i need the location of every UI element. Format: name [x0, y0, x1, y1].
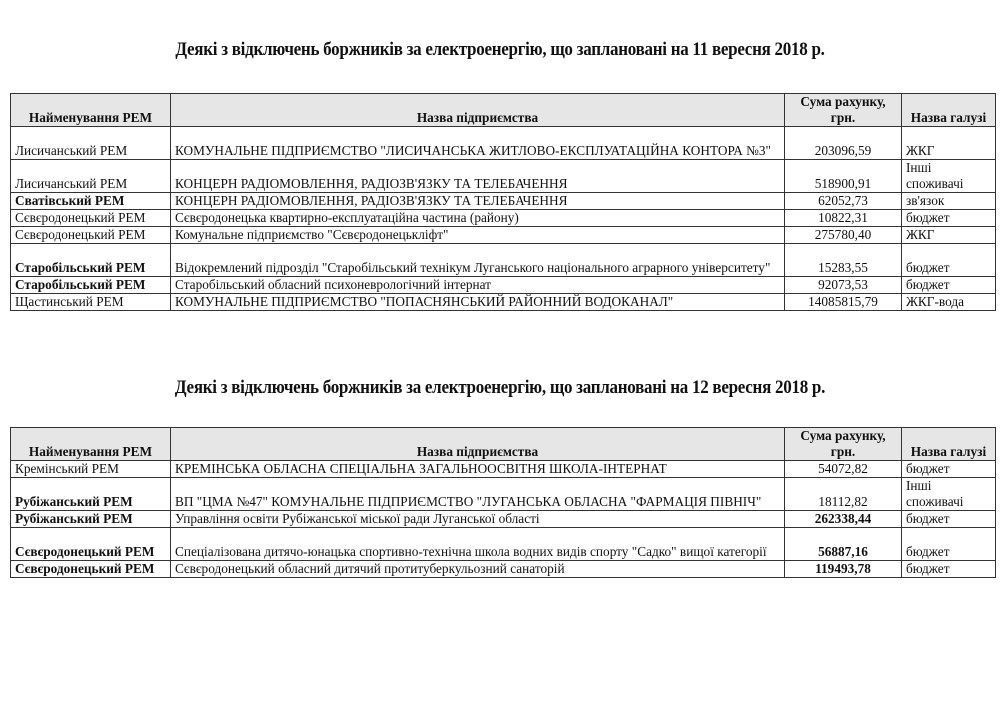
sum-cell: 275780,40	[785, 227, 902, 244]
enterprise-cell: Комунальне підприємство "Сєвєродонецькліфт"	[171, 227, 785, 244]
industry-cell: Інші споживачі	[902, 478, 996, 511]
rem-cell: Лисичанський РЕМ	[11, 160, 171, 193]
enterprise-cell: КОМУНАЛЬНЕ ПІДПРИЄМСТВО "ЛИСИЧАНСЬКА ЖИТЛОВО-ЕКСПЛУАТАЦІЙНА КОНТОРА №3"	[171, 127, 785, 160]
enterprise-cell: Старобільський обласний психоневрологічний інтернат	[171, 277, 785, 294]
industry-cell: ЖКГ-вода	[902, 294, 996, 311]
enterprise-cell: КОНЦЕРН РАДІОМОВЛЕННЯ, РАДІОЗВ'ЯЗКУ ТА ТЕЛЕБАЧЕННЯ	[171, 160, 785, 193]
table-row	[11, 461, 996, 478]
section-title-sep-12: Деякі з відключень боржників за електроенергію, що заплановані на 12 вересня 2018 р.	[174, 378, 826, 398]
table-row	[11, 210, 996, 227]
industry-cell: бюджет	[902, 511, 996, 528]
industry-cell: бюджет	[902, 210, 996, 227]
rem-cell: Щастинський РЕМ	[11, 294, 171, 311]
industry-cell: Інші споживачі	[902, 160, 996, 193]
sum-cell: 18112,82	[785, 478, 902, 511]
industry-cell: бюджет	[902, 277, 996, 294]
industry-cell: ЖКГ	[902, 127, 996, 160]
table-row	[11, 561, 996, 578]
sum-cell: 92073,53	[785, 277, 902, 294]
debtors-table-sep-12	[10, 427, 996, 578]
table-header-row	[11, 94, 996, 127]
rem-cell: Лисичанський РЕМ	[11, 127, 171, 160]
rem-cell: Сєвєродонецький РЕМ	[11, 528, 171, 561]
rem-cell: Сєвєродонецький РЕМ	[11, 210, 171, 227]
table-row	[11, 227, 996, 244]
enterprise-cell: ВП "ЦМА №47" КОМУНАЛЬНЕ ПІДПРИЄМСТВО "ЛУГАНСЬКА ОБЛАСНА "ФАРМАЦІЯ ПІВНІЧ"	[171, 478, 785, 511]
column-header-industry: Назва галузі	[902, 428, 996, 461]
industry-cell: бюджет	[902, 528, 996, 561]
rem-cell: Сєвєродонецький РЕМ	[11, 561, 171, 578]
table-row	[11, 244, 996, 277]
enterprise-cell: Сєвєродонецька квартирно-експлуатаційна частина (району)	[171, 210, 785, 227]
column-header-enterprise: Назва підприємства	[171, 428, 785, 461]
rem-cell: Рубіжанський РЕМ	[11, 478, 171, 511]
table-row	[11, 478, 996, 511]
sum-cell: 518900,91	[785, 160, 902, 193]
sum-cell: 62052,73	[785, 193, 902, 210]
table-header-row	[11, 428, 996, 461]
sum-cell: 14085815,79	[785, 294, 902, 311]
table-row	[11, 294, 996, 311]
industry-cell: бюджет	[902, 461, 996, 478]
debtors-table-sep-11	[10, 93, 996, 311]
column-header-sum: Сума рахунку, грн.	[785, 428, 902, 461]
enterprise-cell: Управління освіти Рубіжанської міської ради Луганської області	[171, 511, 785, 528]
enterprise-cell: Відокремлений підрозділ "Старобільський технікум Луганського національного аграрного університету"	[171, 244, 785, 277]
industry-cell: ЖКГ	[902, 227, 996, 244]
sum-cell: 10822,31	[785, 210, 902, 227]
rem-cell: Старобільський РЕМ	[11, 277, 171, 294]
column-header-sum: Сума рахунку, грн.	[785, 94, 902, 127]
rem-cell: Сватівський РЕМ	[11, 193, 171, 210]
industry-cell: бюджет	[902, 561, 996, 578]
rem-cell: Сєвєродонецький РЕМ	[11, 227, 171, 244]
sum-cell: 262338,44	[785, 511, 902, 528]
sum-cell: 203096,59	[785, 127, 902, 160]
table-row	[11, 160, 996, 193]
sum-cell: 56887,16	[785, 528, 902, 561]
column-header-enterprise: Назва підприємства	[171, 94, 785, 127]
sum-cell: 15283,55	[785, 244, 902, 277]
section-title-sep-11: Деякі з відключень боржників за електроенергію, що заплановані на 11 вересня 2018 р.	[175, 40, 825, 60]
enterprise-cell: Сєвєродонецький обласний дитячий протитуберкульозний санаторій	[171, 561, 785, 578]
rem-cell: Старобільський РЕМ	[11, 244, 171, 277]
industry-cell: бюджет	[902, 244, 996, 277]
column-header-industry: Назва галузі	[902, 94, 996, 127]
enterprise-cell: КОНЦЕРН РАДІОМОВЛЕННЯ, РАДІОЗВ'ЯЗКУ ТА ТЕЛЕБАЧЕННЯ	[171, 193, 785, 210]
sum-cell: 54072,82	[785, 461, 902, 478]
table-row	[11, 127, 996, 160]
rem-cell: Рубіжанський РЕМ	[11, 511, 171, 528]
column-header-rem: Найменування РЕМ	[11, 94, 171, 127]
sum-cell: 119493,78	[785, 561, 902, 578]
enterprise-cell: Спеціалізована дитячо-юнацька спортивно-технічна школа водних видів спорту "Садко" вищої категорії	[171, 528, 785, 561]
enterprise-cell: КРЕМІНСЬКА ОБЛАСНА СПЕЦІАЛЬНА ЗАГАЛЬНООСВІТНЯ ШКОЛА-ІНТЕРНАТ	[171, 461, 785, 478]
table-row	[11, 193, 996, 210]
industry-cell: зв'язок	[902, 193, 996, 210]
table-row	[11, 511, 996, 528]
table-row	[11, 277, 996, 294]
rem-cell: Кремінський РЕМ	[11, 461, 171, 478]
table-row	[11, 528, 996, 561]
enterprise-cell: КОМУНАЛЬНЕ ПІДПРИЄМСТВО "ПОПАСНЯНСЬКИЙ РАЙОННИЙ ВОДОКАНАЛ"	[171, 294, 785, 311]
column-header-rem: Найменування РЕМ	[11, 428, 171, 461]
